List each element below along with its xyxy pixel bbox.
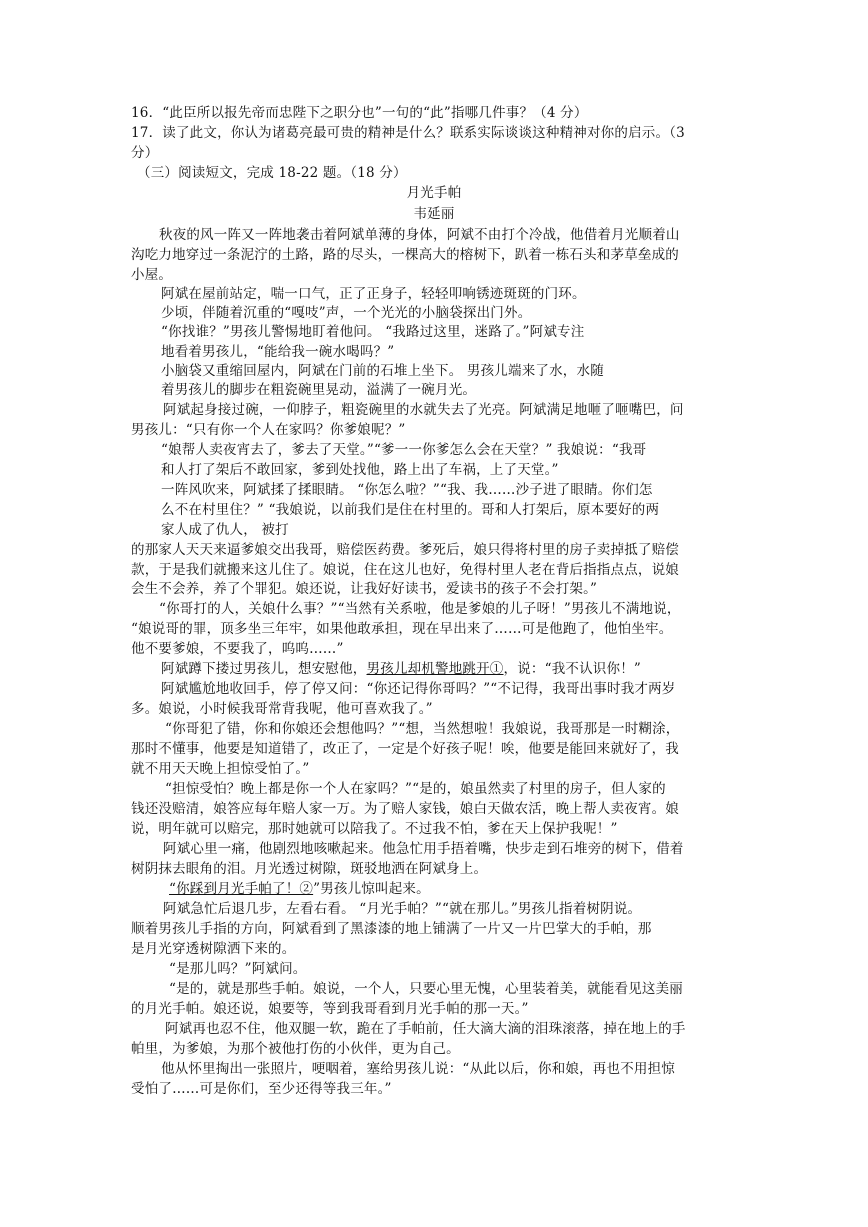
paragraph-text: ，说：“我不认识你！” xyxy=(503,661,642,677)
paragraph-line: 受怕了……可是你们，至少还得等我三年。” xyxy=(131,1081,392,1097)
paragraph-line: “担惊受怕？晚上都是你一个人在家吗？”“是的，娘虽然卖了村里的房子，但人家的 xyxy=(165,781,666,797)
paragraph-line: “你哥打的人，关娘什么事？”“当然有关系啦，他是爹娘的儿子呀！”男孩儿不满地说， xyxy=(159,601,681,617)
paragraph-text: 阿斌蹲下搂过男孩儿，想安慰他， xyxy=(161,661,367,677)
paragraph-line xyxy=(169,880,430,898)
paragraph-line: 的月光手帕。娘还说，娘要等，等到我哥看到月光手帕的那一天。” xyxy=(131,1001,529,1017)
paragraph-line: 他不要爹娘，不要我了，呜呜……” xyxy=(131,641,344,657)
underlined-passage-1: 男孩儿却机警地跳开① xyxy=(366,661,504,677)
paragraph-line: “是的，就是那些手帕。娘说，一个人，只要心里无愧，心里装着美，就能看见这美丽 xyxy=(169,981,684,997)
paragraph-line: “娘说哥的罪，顶多坐三年牢，如果他敢承担，现在早出来了……可是他跑了，他怕坐牢。 xyxy=(131,621,673,637)
paragraph-line: 一阵风吹来，阿斌揉了揉眼睛。 “你怎么啦？”“我、我……沙子进了眼睛。你们怎 xyxy=(161,482,653,498)
paragraph-line: 会生不会养，养了个罪犯。娘还说，让我好好读书，爱读书的孩子不会打架。” xyxy=(131,581,598,597)
paragraph-line: 阿斌心里一痛，他剧烈地咳嗽起来。他急忙用手捂着嘴，快步走到石堆旁的树下，借着 xyxy=(163,841,684,857)
paragraph-line: 树阴抹去眼角的泪。月光透过树隙，斑驳地洒在阿斌身上。 xyxy=(131,861,488,877)
paragraph-line: “是那儿吗？”阿斌问。 xyxy=(169,961,307,977)
paragraph-line: 的那家人天天来逼爹娘交出我哥，赔偿医药费。爹死后，娘只得将村里的房子卖掉抵了赔偿 xyxy=(131,542,679,558)
paragraph-line: 那时不懂事，他要是知道错了，改正了，一定是个好孩子呢！唉，他要是能回来就好了，我 xyxy=(131,741,679,757)
section-3-heading: （三）阅读短文，完成 18-22 题。（18 分） xyxy=(137,165,407,181)
paragraph-line: 秋夜的风一阵又一阵地袭击着阿斌单薄的身体，阿斌不由打个冷战，他借着月光顺着山 xyxy=(159,227,680,243)
article-author: 韦延丽 xyxy=(413,206,455,222)
paragraph-text: ”男孩儿惊叫起来。 xyxy=(313,881,430,897)
paragraph-line: 阿斌再也忍不住，他双腿一软，跪在了手帕前，任大滴大滴的泪珠滚落，掉在地上的手 xyxy=(165,1021,686,1037)
paragraph-line: 就不用天天晚上担惊受怕了。” xyxy=(131,761,310,777)
paragraph-line: “你哥犯了错，你和你娘还会想他吗？”“想，当然想啦！我娘说，我哥那是一时糊涂， xyxy=(165,721,680,737)
paragraph-line: 着男孩儿的脚步在粗瓷碗里晃动，溢满了一碗月光。 xyxy=(161,382,477,398)
paragraph-line: 是月光穿透树隙洒下来的。 xyxy=(131,941,296,957)
paragraph-line: “你找谁？”男孩儿警惕地盯着他问。 “我路过这里，迷路了。”阿斌专注 xyxy=(161,324,585,340)
paragraph-line: 么不在村里住？” “我娘说，以前我们是住在村里的。哥和人打架后，原本要好的两 xyxy=(161,502,660,518)
paragraph-line: 小脑袋又重缩回屋内，阿斌在门前的石堆上坐下。 男孩儿端来了水，水随 xyxy=(161,363,604,379)
paragraph-line: 多。娘说，小时候我哥常背我呢，他可喜欢我了。” xyxy=(131,701,433,717)
paragraph-line: 家人成了仇人， 被打 xyxy=(161,522,289,538)
paragraph-line: 帕里，为爹娘，为那个被他打伤的小伙伴，更为自己。 xyxy=(131,1041,460,1057)
paragraph-line: 钱还没赔清，娘答应每年赔人家一万。为了赔人家钱，娘白天做农活，晚上帮人卖夜宵。娘 xyxy=(131,801,679,817)
underlined-passage-2: “你踩到月光手帕了！② xyxy=(169,881,314,897)
paragraph-line: 阿斌尴尬地收回手，停了停又问：“你还记得你哥吗？”“不记得，我哥出事时我才两岁 xyxy=(161,681,676,697)
paragraph-line: 款，于是我们就搬来这儿住了。娘说，住在这儿也好，免得村里人老在背后指指点点，说娘 xyxy=(131,562,679,578)
paragraph-line xyxy=(161,660,641,678)
paragraph-line: 阿斌起身接过碗，一仰脖子，粗瓷碗里的水就失去了光亮。阿斌满足地咂了咂嘴巴，问 xyxy=(163,402,684,418)
paragraph-line: 男孩儿：“只有你一个人在家吗？你爹娘呢？” xyxy=(131,422,406,438)
paragraph-line: 沟吃力地穿过一条泥泞的土路，路的尽头，一棵高大的榕树下，趴着一栋石头和茅草垒成的 xyxy=(131,247,679,263)
paragraph-line: 地看着男孩儿，“能给我一碗水喝吗？” xyxy=(161,344,395,360)
paragraph-line: 少顷，伴随着沉重的“嘎吱”声，一个光光的小脑袋探出门外。 xyxy=(161,305,532,321)
paragraph-line: 他从怀里掏出一张照片，哽咽着，塞给男孩儿说：“从此以后，你和娘，再也不用担惊 xyxy=(161,1061,676,1077)
paragraph-line: 阿斌在屋前站定，喘一口气，正了正身子，轻轻叩响锈迹斑斑的门环。 xyxy=(161,286,586,302)
article-title: 月光手帕 xyxy=(406,185,462,201)
paragraph-line: “娘帮人卖夜宵去了，爹去了天堂。”“爹一一你爹怎么会在天堂？” 我娘说：“我哥 xyxy=(161,442,647,458)
question-16: 16．“此臣所以报先帝而忠陛下之职分也”一句的“此”指哪几件事？（4 分） xyxy=(131,105,588,121)
question-17-line-2: 分） xyxy=(131,145,159,161)
question-17-line-1: 17．读了此文，你认为诸葛亮最可贵的精神是什么？联系实际谈谈这种精神对你的启示。（3 xyxy=(131,125,685,141)
paragraph-line: 说，明年就可以赔完，那时她就可以陪我了。不过我不怕，爹在天上保护我呢！” xyxy=(131,821,618,837)
paragraph-line: 小屋。 xyxy=(131,267,173,283)
paragraph-line: 阿斌急忙后退几步，左看右看。 “月光手帕？”“就在那儿。”男孩儿指着树阴说。 xyxy=(163,901,642,917)
paragraph-line: 顺着男孩儿手指的方向，阿斌看到了黑漆漆的地上铺满了一片又一片巴掌大的手帕，那 xyxy=(131,921,652,937)
paragraph-line: 和人打了架后不敢回家，爹到处找他，路上出了车祸，上了天堂。” xyxy=(161,462,559,478)
